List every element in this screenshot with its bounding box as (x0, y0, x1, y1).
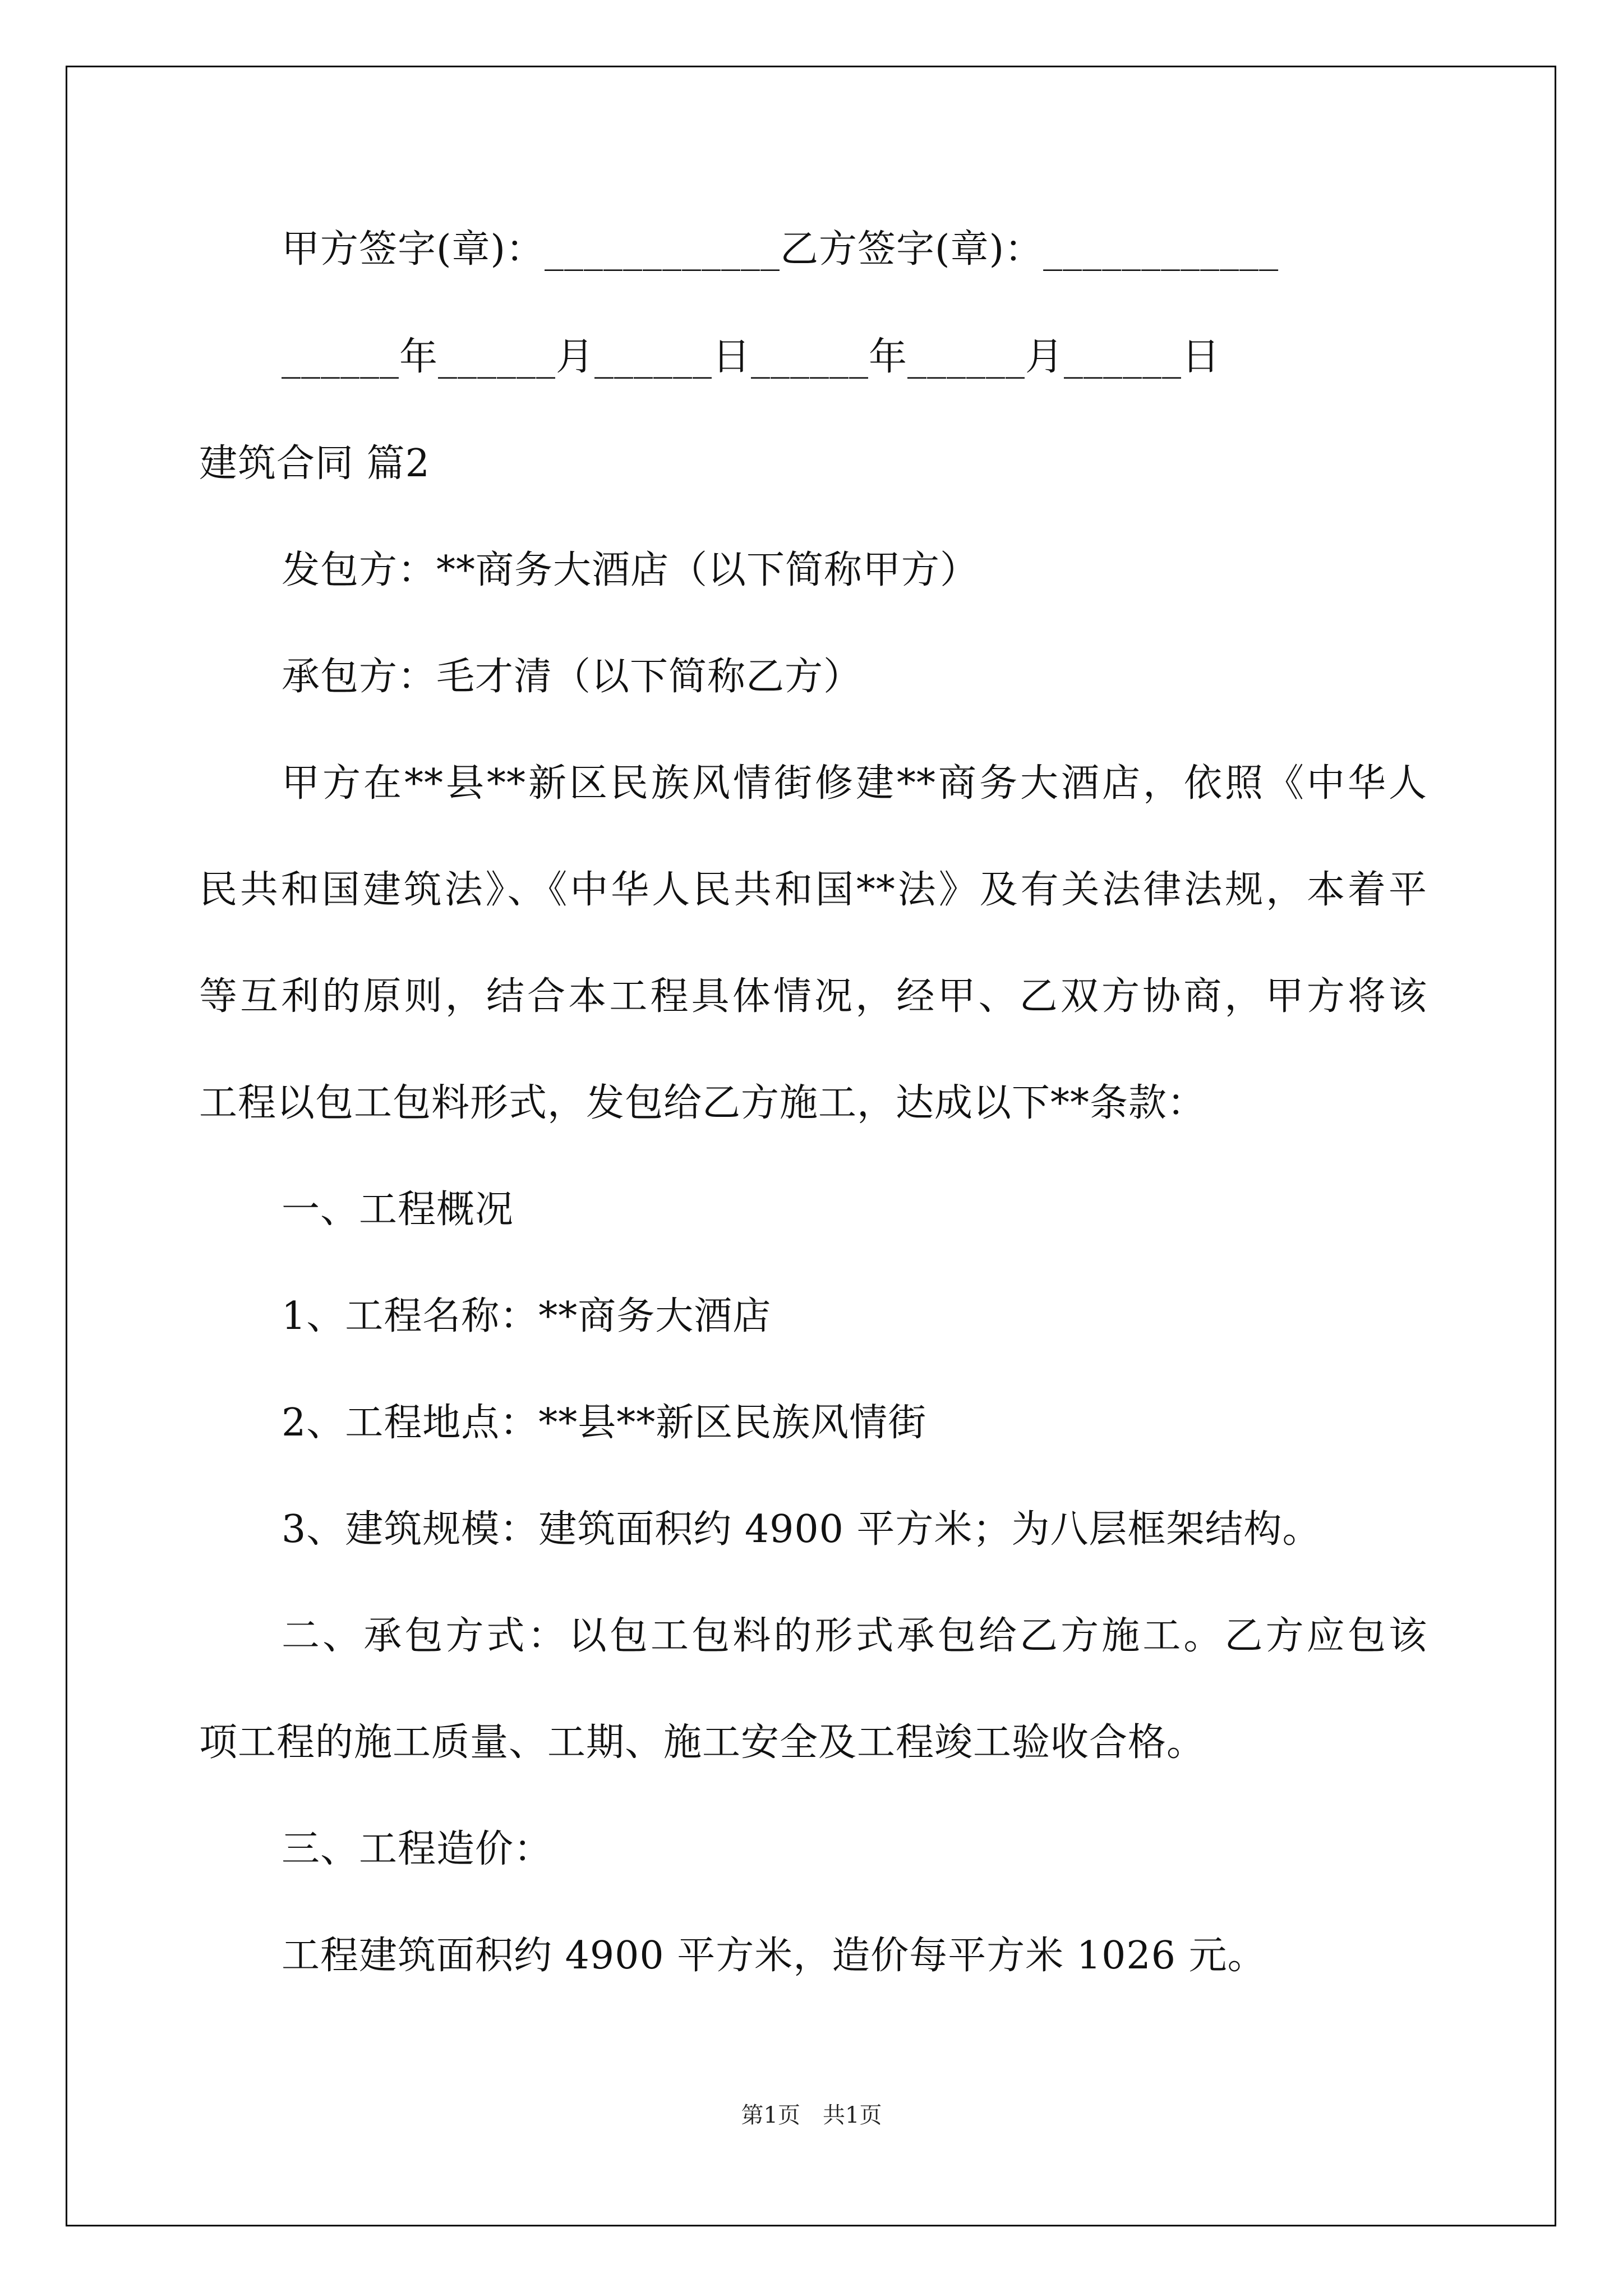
item-project-location: 2、工程地点：**县**新区民族风情街 (282, 1401, 927, 1445)
intro-line-1: 甲方在**县**新区民族风情街修建**商务大酒店，依照《中华人 (282, 761, 1427, 806)
date-line: ______年______月______日______年______月______日 (282, 335, 1221, 379)
intro-line-4: 工程以包工包料形式，发包给乙方施工，达成以下**条款： (199, 1081, 1206, 1125)
heading-project-cost: 三、工程造价： (282, 1827, 553, 1871)
heading-contract-mode-line-1: 二、承包方式：以包工包料的形式承包给乙方施工。乙方应包该 (282, 1614, 1427, 1658)
item-building-scale: 3、建筑规模：建筑面积约 4900 平方米；为八层框架结构。 (282, 1507, 1321, 1552)
contractor-paragraph: 承包方：毛才清（以下简称乙方） (282, 655, 863, 699)
price-paragraph: 工程建筑面积约 4900 平方米，造价每平方米 1026 元。 (282, 1934, 1266, 1978)
section-title: 建筑合同 篇2 (199, 441, 430, 486)
intro-line-3: 等互利的原则，结合本工程具体情况，经甲、乙双方协商，甲方将该 (199, 974, 1427, 1019)
page-footer: 第1页 共1页 (741, 2102, 882, 2128)
intro-line-2: 民共和国建筑法》、《中华人民共和国**法》及有关法律法规，本着平 (199, 868, 1427, 912)
signature-line: 甲方签字(章)：____________乙方签字(章)：____________ (282, 227, 1279, 272)
item-project-name: 1、工程名称：**商务大酒店 (282, 1294, 772, 1338)
heading-project-overview: 一、工程概况 (282, 1188, 514, 1232)
page-border (66, 66, 1556, 2226)
employer-paragraph: 发包方：**商务大酒店（以下简称甲方） (282, 548, 979, 592)
heading-contract-mode-line-2: 项工程的施工质量、工期、施工安全及工程竣工验收合格。 (199, 1720, 1206, 1765)
